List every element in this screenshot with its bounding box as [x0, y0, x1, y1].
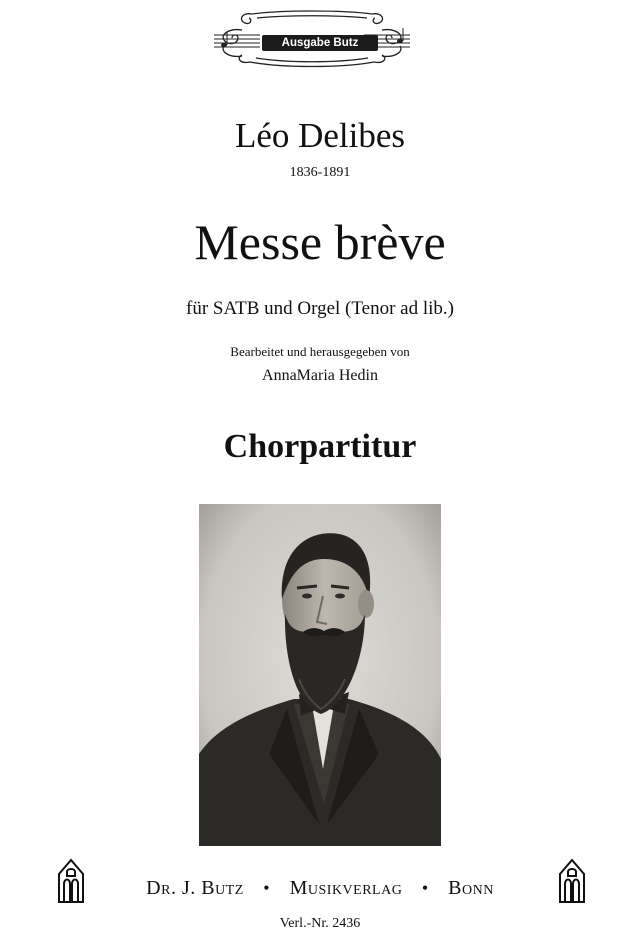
credit-line: Bearbeitet und herausgegeben von [230, 344, 410, 359]
editor-name: AnnaMaria Hedin [262, 367, 378, 384]
publisher-house: Musikverlag [289, 877, 403, 899]
church-logo-icon [557, 858, 587, 904]
composer-name: Léo Delibes [234, 116, 406, 155]
publisher-city: Bonn [448, 877, 494, 899]
work-title: Messe brève [194, 214, 446, 270]
work-scoring: für SATB und Orgel (Tenor ad lib.) [186, 298, 454, 319]
composer-portrait-photo [199, 504, 441, 846]
separator-dot: • [421, 878, 429, 898]
edition-type: Chorpartitur [223, 428, 417, 465]
catalog-number: Verl.-Nr. 2436 [279, 916, 361, 931]
composer-dates: 1836-1891 [289, 165, 351, 180]
separator-dot: • [263, 878, 271, 898]
publisher-badge: Ausgabe Butz [262, 35, 378, 51]
publisher-name: Dr. J. Butz [146, 877, 244, 899]
publisher-footer [0, 870, 640, 910]
